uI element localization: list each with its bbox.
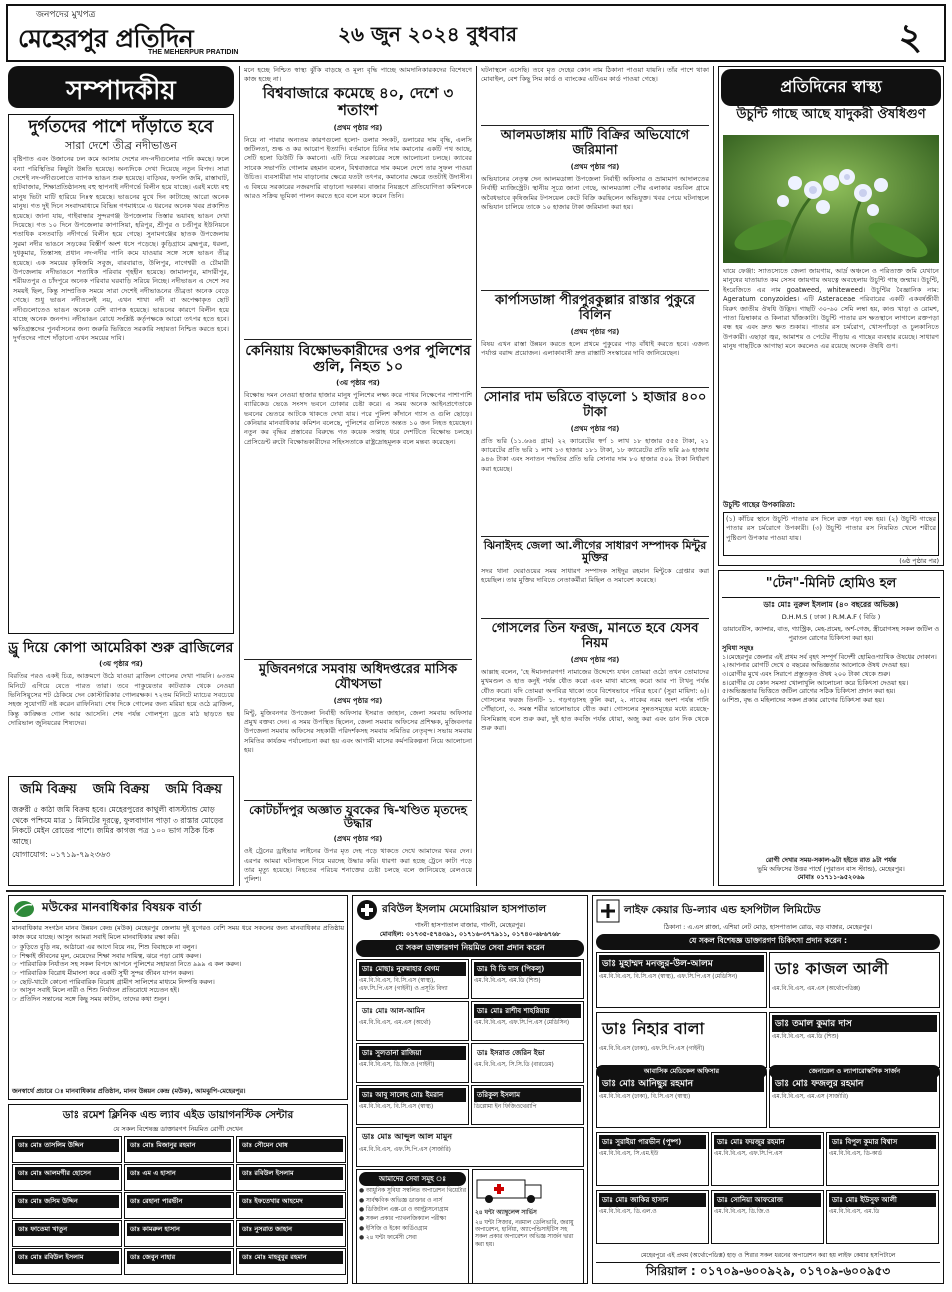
- doctor-name: ডাঃ মোঃ তাসলিম উদ্দিন: [15, 1139, 119, 1152]
- doctor-card[interactable]: [236, 1136, 346, 1163]
- doctor-name: ডাঃ মুহাম্মদ মনজুর-উল-আলম: [599, 955, 764, 972]
- doctor-degree: এম.বি.বি.এস, বি.সি.এস (স্বাস্থ্য): [359, 1104, 434, 1111]
- resident-officer-label: আবাসিক মেডিকেল অফিসার: [596, 1065, 767, 1078]
- land-sale-contact: যোগাযোগ: ০১৭১৯-৭৯২৩৬৩: [12, 850, 111, 859]
- doctor-card[interactable]: [596, 1012, 767, 1068]
- doctor-card[interactable]: [356, 959, 469, 999]
- life-care-note: মেহেরপুরে এই প্রথম (অর্থোপেডিক্স) হাড় ও শিরার সকল ধরনের অপারেশন করা হয় লাইফ কেয়ার হসপিটালে: [640, 1251, 896, 1259]
- doctor-name: ডাঃ আবু সালেহ মোঃ ইমরান: [359, 1088, 466, 1102]
- news-column-2: [244, 66, 472, 886]
- life-care-logo-icon: [596, 899, 620, 923]
- doctor-name: ডাঃ মোঃ ফয়জুর রহমান: [714, 1135, 821, 1149]
- robiul-ambulance: [472, 1169, 584, 1284]
- robiul-banner: যে সকল ডাক্তারগণ নিয়মিত সেবা প্রদান করেন: [356, 940, 584, 957]
- robiul-services: [356, 1169, 469, 1284]
- health-more[interactable]: (৬ষ্ঠ পৃষ্ঠার পর): [899, 557, 939, 565]
- col3-intro: ঘটনাস্থলে এসেছি। তবে মৃত দেহের কোন নাম ঠিকানা পাওয়া যায়নি। তাঁর পাশে থাকা মোবাইল, বেশ কিছু সিম কার্ড ও ব্যাংকের এটিএম কার্ড পাওয়া গেছে।: [481, 66, 709, 84]
- doctor-degree: এম.বি.বি.এস, এফ.সি.পি.এস (সার্জারি): [359, 1147, 451, 1154]
- doctor-card[interactable]: [471, 1085, 584, 1125]
- divider: [481, 125, 709, 126]
- health-headline[interactable]: উচুন্টি গাছে আছে যাদুকরী ঔষধিগুণ: [736, 107, 926, 122]
- doctor-card[interactable]: [236, 1192, 346, 1219]
- doctor-name: ডাঃ মোঃ মিজানুর রহমান: [127, 1139, 231, 1152]
- ambulance-icon: [475, 1172, 545, 1204]
- column-divider: [713, 66, 714, 886]
- divider: [481, 290, 709, 291]
- land-sale-title-3: জমি বিক্রয়: [165, 782, 222, 797]
- doctor-name: ডাঃ ইফতেখার আহমেদ: [239, 1195, 343, 1208]
- doctor-name: ডাঃ মোঃ জসিম উদ্দিন: [15, 1195, 119, 1208]
- homeo-ad[interactable]: [718, 570, 944, 886]
- doctor-degree: এম.বি.বি.এস, বি.সি.এস (স্বাস্থ্য), এফ.সি.পি.এস (গাইনী) ও প্রসূতি বিদ্যা: [359, 978, 448, 992]
- doctor-degree: এম.বি.বি.এস, ডি.এল.ও: [599, 1208, 657, 1215]
- doctor-card[interactable]: [124, 1248, 234, 1275]
- kapasdanga-ref: (প্রথম পৃষ্ঠার পর): [570, 327, 620, 336]
- kotchandpur-ref: (প্রথম পৃষ্ঠার পর): [333, 835, 383, 844]
- doctor-card[interactable]: [596, 1132, 709, 1186]
- column-divider: [239, 66, 240, 886]
- mujibnagar-ref: (প্রথম পৃষ্ঠার পর): [333, 696, 383, 705]
- copa-ref: (৩য় পৃষ্ঠার পর): [99, 660, 143, 669]
- divider: [481, 536, 709, 537]
- doctor-name: ডাঃ বিপুল কুমার বিশ্বাস: [829, 1135, 936, 1149]
- life-care-banner: যে সকল বিশেষজ্ঞ ডাক্তারগণ চিকিৎসা প্রদান করেন :: [596, 934, 940, 950]
- column-divider: [476, 66, 477, 886]
- mujibnagar-body: মিন্টু, মুজিবনগর উপজেলা নির্বাহী অফিসার ইসরাত জাহান, জেলা সমবায় অফিসার প্রমুখ বক্তব্য দেন। এ সময় উপস্থিত ছিলেন, জেলা সমবায় অফিসের প্রশিক্ষক, মুজিবনগর উপজেলা সমবায় অফিসের সহকারী পরিদর্শকসহ সমবায় সমিতির নেতৃবৃন্দ। সভায় সমবায় সমিতির কার্যক্রম পর্যালোচনা করা হয় এবং আগামী মাসের কর্মপরিকল্পনা নিয়ে আলোচনা হয়।: [244, 708, 472, 755]
- doctor-card[interactable]: [12, 1164, 122, 1191]
- homeo-degree: D.H.M.S ( ঢাকা ) R.M.A.F ( বিডি ): [781, 613, 881, 621]
- human-rights-item: ☞ প্রতিদিন সন্তানের সঙ্গে কিছু সময় কাটান, তাদের কথা শুনুন।: [12, 994, 169, 1003]
- human-rights-item: ☞ পারিবারিক নির্যাতন সহ সকল বিপদে আপনে পুলিশের সহায়তা নিতে ৯৯৯ এ কল করুন।: [12, 960, 242, 969]
- editorial-article: [8, 114, 234, 634]
- life-care-hospital-ad[interactable]: [592, 895, 944, 1284]
- editorial-section-title: সম্পাদকীয়: [8, 66, 234, 108]
- homeo-desc: ডায়াবেটিস, ক্যান্সার, বাত, গ্যাস্ট্রিক, মেহ-প্রমেহ, অর্শ-গেজ, স্ত্রীরোগসহ সকল জটিল ও পুরাতন রোগের চিকিৎসা করা হয়।: [722, 625, 940, 642]
- homeo-benefits: [722, 653, 940, 705]
- doctor-degree: এম.বি.বি.এস, এম.এস (অর্থো): [359, 1020, 431, 1027]
- doctor-degree: এম.বি.বি.এস, এম.ডি (শিশু): [772, 1033, 839, 1040]
- life-care-serial[interactable]: সিরিয়াল : ০১৭০৯-৬০০৯২৯, ০১৭০৯-৬০০৯৫৩: [596, 1262, 940, 1283]
- human-rights-item: ☞ আসুন সবাই মিলে নারী ও শিশু নির্যাতন প্রতিরোধে সচেতন হই।: [12, 986, 180, 995]
- editorial-subhead: সারা দেশে তীব্র নদীভাঙন: [64, 138, 178, 152]
- doctor-card[interactable]: [769, 1072, 940, 1128]
- divider: [481, 618, 709, 619]
- doctor-name: ডাঃ মোঃ মাহবুবুর রহমান: [239, 1251, 343, 1264]
- doctor-card[interactable]: [471, 1043, 584, 1083]
- doctor-card[interactable]: [12, 1192, 122, 1219]
- doctor-card[interactable]: [12, 1136, 122, 1163]
- human-rights-item: ☞ পারিবারিক বিরোধ মীমাংসা করে একটি সুখী সুন্দর জীবন যাপন করুন।: [12, 968, 194, 977]
- jhenaidah-article: [481, 540, 709, 615]
- doctor-card[interactable]: [356, 1085, 469, 1125]
- doctor-card[interactable]: [236, 1164, 346, 1191]
- doctor-name: ডাঃ নুসরাত জাহান: [239, 1223, 343, 1236]
- land-sale-title-1: জমি বিক্রয়: [20, 782, 77, 797]
- copa-article: [8, 640, 234, 782]
- masthead-tagline: জনপদের মুখপত্র: [36, 10, 96, 20]
- gold-body: প্রতি ভরি (১১.৬৬৪ গ্রাম) ২২ ক্যারেটের স্বর্ণ ১ লাখ ১৮ হাজার ৫৫৫ টাকা, ২১ ক্যারেটের প্রতি ভরি ১ লাখ ১৩ হাজার ১৮১ টাকা, ১৮ ক্যারেটের প্রতি ভরি ৯৬ হাজার ৯৪৬ টাকা এবং সনাতন পদ্ধতির প্রতি ভরি সোনার দাম ৮০ হাজার ৫০৯ টাকা নির্ধারণ করা হয়েছে।: [481, 436, 709, 473]
- copa-headline[interactable]: ড্রু দিয়ে কোপা আমেরিকা শুরু ব্রাজিলের: [8, 640, 234, 656]
- homeo-hours: রোগী দেখার সময়-সকাল-৯টা হইতে রাত ৯টা পর্যন্ত: [765, 856, 897, 865]
- ramesh-title: ডাঃ রমেশ ক্লিনিক এন্ড ল্যাব এইড ডায়াগনস্টিক সেন্টার: [62, 1109, 294, 1121]
- doctor-degree: ডিপ্লোমা ইন ফিজিওথেরাপি: [474, 1104, 537, 1111]
- human-rights-item: ☞ শিক্ষাই জীবনের মূল, মেয়েদের শিক্ষা সবার দায়িত্ব, ঝরে পড়া রোধ করুন।: [12, 951, 202, 960]
- alamdanga-article: [481, 129, 709, 287]
- robiul-phone[interactable]: মোবাইল: ০১৭৩৫-৫৭৪৩৯১, ০১৭১৬-৩৭৭৯১১, ০১৭৪০-৬৮৬৭৬৮: [379, 929, 561, 938]
- land-sale-ad[interactable]: [8, 776, 234, 886]
- divider: [244, 339, 472, 340]
- health-tips-body: (১) কাঁচির স্থানে উচুন্টি পাতার রস দিলে রক্ত পড়া বন্ধ হয়। (২) উচুন্টি গাছের পাতার রস চর্মরোগে উপকারী। (৩) উচুন্টি পাতার রস নিয়মিত খেলে শরীরে পুষ্টিগুণ উপকার পাওয়া যায়।: [726, 515, 936, 542]
- robiul-note: ২৪ ঘন্টা সিজার, নরমাল ডেলিভারি, জরায়ু অপারেশন, হার্নিয়া, অ্যাপেন্ডিসাইটিস সহ সকল প্রকার অপারেশন অভিজ্ঞ সার্জন দ্বারা করা হয়।: [475, 1219, 574, 1248]
- robiul-title: রবিউল ইসলাম মেমোরিয়াল হাসপাতাল: [382, 902, 547, 915]
- robiul-services-title: আমাদের সেবা সমূহ ঃ: [359, 1172, 466, 1186]
- alamdanga-ref: (প্রথম পৃষ্ঠার পর): [570, 162, 620, 171]
- doctor-card[interactable]: [769, 1012, 940, 1068]
- hospital-logo-icon: [356, 899, 378, 921]
- gold-ref: (প্রথম পৃষ্ঠার পর): [570, 424, 620, 433]
- doctor-card[interactable]: [356, 1001, 469, 1041]
- jhenaidah-body: সদর থানা ঘেরাওয়ের সময় সাধারণ সম্পাদক সাইদুর রহমান মিন্টুকে গ্রেপ্তার করা হয়েছিল। তার মুক্তির দাবিতে নেতাকর্মীরা মিছিল ও সমাবেশ করেছে।: [481, 566, 709, 585]
- issue-date: ২৬ জুন ২০২৪ বুধবার: [338, 22, 517, 46]
- doctor-name: তরিকুল ইসলাম: [474, 1088, 581, 1102]
- doctor-card[interactable]: [471, 959, 584, 999]
- homeo-benefit: ১।মেহেরপুর জেলার এই প্রথম সর্ব বৃহৎ সম্পূর্ণ বিদেশী হোমিওপ্যাথিক ঔষধের দোকান।: [722, 652, 937, 661]
- doctor-name: ডাঃ ইসরাত জেরিন ইভা: [477, 1049, 545, 1058]
- doctor-name: ডাঃ জেবুন নাহার: [127, 1251, 231, 1264]
- homeo-benefit: ৩।রোগীর মুখে এবং সিরাপে প্রস্তুতকৃত ঔষধ ২০০ টাকা থেকে শুরু।: [722, 669, 891, 678]
- market-body: নিয়ে না পারার অন্যতম কারণগুলো হলো- ডলার সংকট, ডলারের দাম বৃদ্ধি, এলসি জটিলতা, শুল্ক ও কর আরোপ ইত্যাদি। বর্তমানে চিনির দাম কমানোর একটি পথ আছে, সেটি হলো ডিউটি কি কমানো। এটি নিয়ে সরকারের সঙ্গে আলোচনা চলছে। ক্যাবের সাবেক সভাপতি গোলাম রহমান বলেন, বিশ্ববাজারে দাম কমলে দেশে তার সুফল পাওয়া উচিত। ব্যবসায়ীরা দাম বাড়ানোর ক্ষেত্রে যতটা তৎপর, কমানোর ক্ষেত্রে ততটাই উদাসীন। এ বিষয়ে সরকারের নজরদারি বাড়ানো দরকার। বাজার নিয়ন্ত্রণে প্রতিযোগিতা কমিশনকে আরও সক্রিয় ভূমিকা পালন করতে হবে বলে মনে করেন তিনি।: [244, 135, 472, 200]
- doctor-name: ডাঃ সুরাইয়া পারভীন (পুষ্প): [599, 1135, 706, 1149]
- doctor-name: ডাঃ রবিউল ইসলাম: [239, 1167, 343, 1180]
- kenya-ref: (৩য় পৃষ্ঠার পর): [336, 378, 380, 387]
- doctor-name: ডাঃ মোঃ আলমগীর হোসেন: [15, 1167, 119, 1180]
- service-item: ● আধুনিক সুবিধা সম্বলিত অপারেশন থিয়েটার: [359, 1188, 466, 1195]
- land-sale-body: জরুরী ৫ কাঠা জমি বিক্রয় হবে। মেহেরপুরের কাথুলী বাসস্ট্যান্ড মোড় থেকে পশ্চিমে মাত্র ১ মিনিটের দূরত্বে, ফুলবাগান পাড়া ৩ রাস্তার মোড়ের নিকটে মেইন রোডের পাশে। জমির কাগজ পত্র ১০০ ভাগ সঠিক চিক আছে।: [12, 805, 224, 846]
- leaf-logo-icon: [12, 899, 36, 919]
- homeo-benefit: ২।আপনার রোগটি দেখে ৫ বছরের অভিজ্ঞতার আলোকে ঔষধ দেওয়া হয়।: [722, 661, 910, 670]
- kotchandpur-headline[interactable]: কোটচাঁদপুর অজ্ঞাত যুবকের দ্বি-খণ্ডিত মৃতদেহ উদ্ধার: [249, 802, 467, 831]
- doctor-card[interactable]: [596, 1190, 709, 1244]
- gold-article: [481, 391, 709, 533]
- doctor-name: ডাঃ মোঃ জাকির হাসান: [599, 1193, 706, 1207]
- human-rights-item: ☞ কুড়িতে বুড়ি নয়, আঠারো এর আগে বিয়ে নয়, শিশু বিবাহকে না বলুন।: [12, 943, 197, 952]
- doctor-name: ডাঃ মোঃ আল-আমিন: [362, 1007, 425, 1016]
- doctor-degree: এম.বি.বি.এস (ঢাকা), এফ.সি.পি.এস (গাইনী): [599, 1045, 705, 1052]
- doctor-degree: এম.বি.বি.এস, সি.এম.ইউ: [599, 1150, 659, 1157]
- doctor-degree: এম.বি.বি.এস, এফ.সি.পি.এস (মেডিসিন): [474, 1020, 570, 1027]
- life-care-address: ঠিকানা : এ.এস প্লাজা, এশিয়া নেট মোড়, হাসপাতাল রোড, বড় বাজার, মেহেরপুর।: [663, 923, 873, 931]
- mujibnagar-headline[interactable]: মুজিবনগরে সমবায় অধিদপ্তরের মাসিক যৌথসভা: [258, 661, 458, 692]
- doctor-card[interactable]: [12, 1220, 122, 1247]
- homeo-title: "টেন"-মিনিট হোমিও হল: [722, 574, 940, 598]
- human-rights-ad[interactable]: [8, 895, 348, 1100]
- ramesh-subtitle: যে সকল বিশেষজ্ঞ ডাক্তারগণ নিয়মিত রোগী দেখেন: [113, 1125, 243, 1133]
- doctor-degree: এম.বি.বি.এস, এম.ডি (শিশু): [474, 978, 541, 985]
- homeo-doctor: ডাঃ মোঃ নুরুল ইসলাম (৪০ বছরের অভিজ্ঞ): [763, 600, 899, 609]
- doctor-name: ডাঃ মোঃ আব্দুল আল মামুন: [362, 1132, 453, 1142]
- doctor-card[interactable]: [596, 1072, 767, 1128]
- doctor-card[interactable]: [236, 1248, 346, 1275]
- editorial-body: বৃষ্টিপাত এবং উজানের ঢল কমে আসায় দেশের নদ-নদীগুলোর পানি কমছে। ফলে বন্যা পরিস্থিতির কিছুটা উন্নতি হয়েছে। অন্যদিকে দেখা দিয়েছে নতুন বিপদ। সারা দেশেই নদ-নদীগুলোতে ব্যাপক ভাঙন শুরু হয়েছে। বাড়িঘর, ফসলি জমি, রাস্তাঘাট, হাটবাজার, শিক্ষাপ্রতিষ্ঠানসহ বহু স্থাপনাই নদীগর্ভে বিলীন হয়ে যাচ্ছে। এরই মধ্যে বহু মানুষ ভিটা মাটি হারিয়ে নিঃস্ব হয়েছে। ভাঙনের মুখে দিন কাটাচ্ছে আরো অনেক মানুষ। গত দুই দিনে সংবাদমাধ্যমে বিভিন্ন গণমাধ্যমে এ ধরনের অনেক খবর প্রকাশিত হয়েছে। জানা যায়, গাইবান্ধার সুন্দরগঞ্জ উপজেলায় তিস্তার ভয়াবহ ভাঙন দেখা দিয়েছে। গত ১০ দিনে উপজেলার কাপাসিয়া, হরিপুর, শ্রীপুর ও চণ্ডীপুর ইউনিয়নে শতাধিক বসতবাড়ি নদীগর্ভে বিলীন হয়ে গেছে। সুনামগঞ্জের ছাতক উপজেলায় সুরমা নদীর ভাঙনে সড়কের বিস্তীর্ণ অংশ ধসে পড়েছে। কুড়িগ্রামে ব্রহ্মপুত্র, ধরলা, দুধকুমার, তিস্তাসহ প্রধান নদ-নদীর পানি কমে যাওয়ার সঙ্গে সঙ্গে ভাঙন তীব্র হয়েছে। এক সময়ের কৃষিজমি সবুজ, বারবারাত, উলিপুর, নাগেশ্বরী ও চৌমারী উপজেলায় নদীভাঙনে শতাধিক পরিবার গৃহহীন হয়েছে। জামালপুর, মাদারীপুর, শরীয়তপুর ও চাঁদপুরে অনেক পরিবার ঘরবাড়ি সরিয়ে নিচ্ছে। নদীভাঙন এ দেশে সব সময়ই ছিল, কিন্তু সাম্প্রতিক সময়ে সারা দেশেই নদীভাঙনের তীব্রতা অনেক বেড়ে গেছে। শুধু ভাঙন নদীতলেই নয়, এখন শাখা নদী বা অপেক্ষাকৃত ছোট নদীগুলোতেও ভাঙন অনেক বেশি ব্যাপক হয়েছে। ভাঙনের কারণে বিলীন হয়ে যাচ্ছে অনেক জনপদ। নদীভাঙন রোধে সংশ্লিষ্ট কর্তৃপক্ষকে আরো তৎপর হতে হবে। ক্ষতিগ্রস্তদের পুনর্বাসনের জন্য জরুরি ভিত্তিতে সরকারি সহায়তা নিশ্চিত করতে হবে। দুর্গতদের পাশে দাঁড়ানো এখন সময়ের দাবি।: [13, 155, 230, 342]
- homeo-benefit: ৪।রোগীর যে কোন সমস্যা খোলাখুলি আলোচনা করে চিকিৎসা দেওয়া হয়।: [722, 678, 909, 687]
- doctor-name: ডাঃ তমাল কুমার দাস: [772, 1015, 937, 1032]
- doctor-name: ডাঃ সোনিয়া আফরোজ: [714, 1193, 821, 1207]
- health-body: ঘায়ে ফেঞ্জা: স্যাতস্যেতে জেলা জায়গায়, আর্দ্র অঞ্চলে ও পরিত্যক্ত জমি যেখানে মানুষের যাতায়াত কম সেসব জায়গায় অযত্নে অবহেলায় উচুন্টি গাছ জন্মায়। উচুন্টি, ইংরেজিতে এর নাম goatweed, whiteweed। উচুন্টির বৈজ্ঞানিক নাম: Ageratum conyzoides। এটি Asteraceae পরিবারের একটি একবর্ষজীবী বিরুৎ জাতীয় ঔষধি উদ্ভিদ। গাছটি ৩০-৬০ সেমি লম্বা হয়, কাণ্ড খাড়া ও রোমশ, পাতা ডিম্বাকার ও কিনারা খাঁজকাটা। উচুন্টি পাতার রস ক্ষতস্থানে লাগালে রক্তপড়া বন্ধ হয় এবং দ্রুত ক্ষত শুকায়। পাতার রস চর্মরোগ, খোসপাঁচড়া ও চুলকানিতে উপকারী। এছাড়া জ্বর, আমাশয় ও পেটের পীড়ায় এ গাছের ব্যবহার রয়েছে। সাধারণ মানুষ গাছটিকে আগাছা মনে করলেও এর রয়েছে অনেক ঔষধি গুণ।: [723, 267, 939, 351]
- market-article: [244, 85, 472, 336]
- health-column: [718, 66, 944, 566]
- ramesh-doctor-grid: [12, 1136, 344, 1276]
- doctor-degree: এম.বি.বি.এস, ডি.জি.ও (গাইনী): [359, 1062, 435, 1069]
- kenya-article: [244, 343, 472, 656]
- ramesh-clinic-ad[interactable]: [8, 1104, 348, 1284]
- alamdanga-headline[interactable]: আলমডাঙ্গায় মাটি বিক্রির অভিযোগে জরিমানা: [500, 128, 690, 158]
- kapasdanga-headline[interactable]: কার্পাসডাঙ্গা পীরপুরকুল্লার রাস্তার পুকুরে বিলিন: [495, 292, 695, 323]
- editorial-column: [8, 66, 234, 886]
- doctor-name: ডাঃ নিহার বালা: [602, 1018, 705, 1038]
- ghusl-ref: (প্রথম পৃষ্ঠার পর): [570, 655, 620, 664]
- doctor-card[interactable]: [471, 1001, 584, 1041]
- human-rights-title: মউকের মানবাধিকার বিষয়ক বার্তা: [42, 900, 202, 914]
- service-item: ● ডিজিটাল এক্স-রে ও আল্ট্রাসনোগ্রাম: [359, 1207, 449, 1213]
- ghusl-article: [481, 622, 709, 886]
- service-item: ● সার্বক্ষণিক অভিজ্ঞ ডাক্তার ও নার্স: [359, 1197, 443, 1204]
- kapasdanga-article: [481, 294, 709, 384]
- weed-flower-photo: [723, 135, 939, 263]
- doctor-card[interactable]: [12, 1248, 122, 1275]
- doctor-degree: এম.বি.বি.এস, এম.এস (অর্থোপেডিক্স): [772, 985, 861, 992]
- robiul-hospital-ad[interactable]: [352, 895, 588, 1284]
- doctor-name: ডাঃ রেহানা পারভীন: [127, 1195, 231, 1208]
- ghusl-body: আল্লাহ বলেন, 'হে ঈমানদারগণ! নামাজের উদ্দেশ্যে যখন তোমরা ওঠো তখন তোমাদের মুখমণ্ডল ও হাত কনুই পর্যন্ত ধৌত করো এবং মাথা মাসেহ করো আর পা টাখনু পর্যন্ত ধৌত করো। যদি তোমরা অপবিত্র থাকো তবে বিশেষভাবে পবিত্র হবে।' (সুরা মায়িদা: ৬)। গোসলের ফরজ তিনটি- ১. গড়গড়াসহ কুলি করা, ২. নাকের নরম অংশ পর্যন্ত পানি পৌঁছানো, ৩. সমস্ত শরীর ভালোভাবে ধৌত করা। গোসলের সুন্নতসমূহের মধ্যে রয়েছে- বিসমিল্লাহ বলে শুরু করা, দুই হাত কবজি পর্যন্ত ধোয়া, অজু করা এবং ডান দিক থেকে শুরু করা।: [481, 667, 709, 733]
- jhenaidah-headline[interactable]: ঝিনাইদহ জেলা আ.লীগের সাধারণ সম্পাদক মিন্টুর মুক্তির: [483, 538, 707, 565]
- human-rights-intro: মানবাধিকার সংগঠন মানব উন্নয়ন কেন্দ্র (মউক) মেহেরপুর জেলায় দুই যুগেরও বেশি সময় ধরে সকলের জন্য মানবাধিকার প্রতিষ্ঠায় কাজ করে যাচ্ছে। আসুন আমরা সবাই মিলে মানবাধিকার রক্ষা করি।: [12, 924, 344, 941]
- doctor-name: ডাঃ বি ডি দাস (পিকলু): [474, 962, 581, 976]
- doctor-card[interactable]: [236, 1220, 346, 1247]
- doctor-degree: এম.বি.বি.এস (ঢাকা), বি.সি.এস (স্বাস্থ্য): [599, 1093, 691, 1100]
- newspaper-logo[interactable]: মেহেরপুর প্রতিদিন: [18, 24, 194, 53]
- doctor-card[interactable]: [124, 1192, 234, 1219]
- homeo-phone[interactable]: মোবাঃ ০১৭১১-৯৫২০৬৯: [797, 873, 865, 882]
- alamdanga-body: অভিযানের নেতৃত্ব দেন আলমডাঙ্গা উপজেলা নির্বাহী অফিসার ও ভ্রাম্যমাণ আদালতের নির্বাহী ম্যাজিস্ট্রেট। স্থানীয় সূত্রে জানা গেছে, আলমডাঙ্গা পৌর এলাকার বন্ডবিল গ্রামে অবৈধভাবে কৃষিজমির টপসয়েল কেটে বিক্রি করছিলেন অভিযুক্ত। খবর পেয়ে ঘটনাস্থলে অভিযান চালিয়ে তাকে ১০ হাজার টাকা জরিমানা করা হয়।: [481, 174, 709, 212]
- doctor-card[interactable]: [124, 1220, 234, 1247]
- doctor-card[interactable]: [356, 1127, 584, 1167]
- service-item: ● ২৪ ঘন্টা ফার্মেসী সেবা: [359, 1235, 417, 1242]
- human-rights-list: [12, 943, 344, 1003]
- robiul-address: গাংনী হাসপাতাল বাজার, গাংনী, মেহেরপুর।: [414, 921, 526, 929]
- doctor-name: ডাঃ মোছাঃ নুরুন্নাহার বেগম: [359, 962, 466, 976]
- doctor-degree: এম.বি.বি.এস, বি.সি.এস (স্বাস্থ্য), এফ.সি.পি.এস (মেডিসিন): [599, 973, 738, 980]
- ambulance-label: ২৪ ঘন্টা অ্যাম্বুলেন্স সার্ভিস: [475, 1210, 537, 1217]
- doctor-name: ডাঃ সুলতানা রাজিয়া: [359, 1046, 466, 1060]
- homeo-benefit: ৬।শিশু, বৃদ্ধ ও মহিলাদের সকল প্রকার রোগের চিকিৎসা করা হয়।: [722, 695, 885, 704]
- surgeon-label: জেনারেল ও ল্যাপারোস্কপিক সার্জন: [769, 1065, 940, 1078]
- doctor-degree: এম.বি.বি.এস, এম.ডি: [829, 1208, 880, 1215]
- market-headline[interactable]: বিশ্ববাজারে কমেছে ৪০, দেশে ৩ শতাংশ: [262, 84, 454, 120]
- health-section-title: প্রতিদিনের স্বাস্থ্য: [721, 69, 941, 106]
- doctor-card[interactable]: [356, 1043, 469, 1083]
- copa-body: বিরতির পরও একই চিত্র, আক্রমণে উঠে যাওয়া ব্রাজিল গোলের দেখা পায়নি। ৬৩তম মিনিটে এগিয়ে যেতে পারত তারা। তবে পাকুয়েতার কাটব্যাক থেকে নেওয়া ভিনিসিয়ুসের শট ঠেকিয়ে দেন কোস্টারিকার গোলরক্ষক। ৭২তম মিনিটে ম্যাচের সবচেয়ে সহজ সুযোগটি নষ্ট করেন রাফিনিয়া। শেষ দিকে গোলের জন্য মরিয়া হয়ে ওঠে ব্রাজিল, কিন্তু কাঙ্ক্ষিত গোল আর আসেনি। শেষ পর্যন্ত গোলশূন্য ড্রতে মাঠ ছাড়তে হয় দোরিভাল জুনিয়রের শিষ্যদের।: [8, 672, 234, 728]
- human-rights-item: ☞ ছোট-খাটো কোনো পারিবারিক বিরোধ গ্রামীণ সালিশের মাধ্যমে নিষ্পত্তি করুন।: [12, 977, 215, 986]
- doctor-name: ডাঃ মোঃ রবিউল ইসলাম: [15, 1251, 119, 1264]
- ads-divider: [6, 890, 946, 892]
- land-sale-title-2: জমি বিক্রয়: [92, 782, 150, 797]
- doctor-degree: এম.বি.বি.এস, সি.সি.ডি (বারডেম): [474, 1062, 554, 1069]
- doctor-card[interactable]: [711, 1190, 824, 1244]
- health-tips-title: উচুন্টি গাছের উপকারিতা:: [723, 501, 796, 509]
- kapasdanga-body: বিষয় এখন রাস্তা উন্নয়ন করতে হলে প্রথমে পুকুরের পাড় বাঁধাই করতে হবে। এজন্য পর্যাপ্ত বরাদ্দ প্রয়োজন। এলাকাবাসী দ্রুত রাস্তাটি সংস্কারের দাবি জানিয়েছেন।: [481, 339, 709, 358]
- doctor-degree: এম.বি.বি.এস, ডি-কার্ড: [829, 1150, 882, 1157]
- kenya-body: বিক্ষোভ দমন নেওয়া হাজার হাজার মানুষ পুলিশের লক্ষ্য করে পাথর নিক্ষেপের পাশাপাশি ব্যারিকেড ভেঙে সংসদ ভবনে ঢোকার চেষ্টা করে। এ সময় অনেক আইনপ্রণেতাকে ভবনের ভেতরে আটকে থাকতে দেখা যায়। পরে পুলিশ কাঁদানে গ্যাস ও গুলি ছোড়ে। কেনিয়ার মানবাধিকার কমিশন বলেছে, পুলিশের গুলিতে অন্তত ১০ জন নিহত হয়েছেন। নতুন কর বৃদ্ধির প্রস্তাবের বিরুদ্ধে গত কয়েক সপ্তাহ ধরে দেশটিতে বিক্ষোভ চলছে। প্রেসিডেন্ট রুটো বিক্ষোভকারীদের সহিংসতাকে রাষ্ট্রদ্রোহমূলক বলে মন্তব্য করেছেন।: [244, 390, 472, 446]
- kotchandpur-article: [244, 804, 472, 886]
- service-item: ● ইসিজি ও ইকো কার্ডিওগ্রাম: [359, 1225, 428, 1232]
- life-care-title: লাইফ কেয়ার ডি-ল্যাব এন্ড হসপিটাল লিমিটেড: [624, 903, 821, 916]
- doctor-name: ডাঃ মোঃ আনিছুর রহমান: [599, 1075, 764, 1092]
- news-column-3: [481, 66, 709, 886]
- homeo-benefit: ৫।অভিজ্ঞতার ভিত্তিতে জটিল রোগের সঠিক চিকিৎসা প্রদান করা হয়।: [722, 687, 896, 696]
- homeo-address: ভুমি অফিসের উত্তর পার্শ্বে (পুরাতন বাস স্ট্যান্ড), মেহেরপুর।: [757, 864, 905, 873]
- doctor-name: ডাঃ মোঃ ফজলুর রহমান: [772, 1075, 937, 1092]
- col2-intro: মনে হচ্ছে নিশ্চিত স্বাস্থ্য ঝুঁকি বাড়ছে ও মূল্য বৃদ্ধি পাচ্ছে আমদানিকারকদের বিশেষণে কাজ হচ্ছে না।: [244, 66, 472, 84]
- doctor-name: ডাঃ এম এ হাসান: [127, 1167, 231, 1180]
- doctor-card[interactable]: [596, 952, 767, 1008]
- masthead: [6, 4, 946, 62]
- doctor-degree: এম.বি.বি.এস, এম.এস (সার্জারি): [772, 1093, 849, 1100]
- doctor-card[interactable]: [711, 1132, 824, 1186]
- doctor-name: ডাঃ মোঃ ইউসুফ আলী: [829, 1193, 936, 1207]
- gold-headline[interactable]: সোনার দাম ভরিতে বাড়লো ১ হাজার ৪০০ টাকা: [483, 389, 707, 420]
- mujibnagar-article: [244, 663, 472, 797]
- doctor-card[interactable]: [124, 1164, 234, 1191]
- human-rights-footer: জনস্বার্থে প্রচারে ঃ মানবাধিকার প্রতিষ্ঠান, মানব উন্নয়ন কেন্দ্র (মউক), আমঝুপি-মেহেরপুর।: [12, 1087, 246, 1096]
- robiul-doctor-grid: [356, 959, 584, 1169]
- divider: [481, 387, 709, 388]
- doctor-degree: এম.বি.বি.এস, এফ.সি.পি.এস: [714, 1150, 783, 1157]
- newspaper-logo-english: THE MEHERPUR PRATIDIN: [148, 49, 239, 56]
- doctor-card[interactable]: [769, 952, 940, 1008]
- doctor-card[interactable]: [826, 1190, 939, 1244]
- health-tips: [723, 499, 939, 566]
- doctor-name: ডাঃ ফাতেমা খাতুন: [15, 1223, 119, 1236]
- doctor-card[interactable]: [124, 1136, 234, 1163]
- editorial-headline[interactable]: দুর্গতদের পাশে দাঁড়াতে হবে: [28, 117, 214, 137]
- life-care-doctor-grid: [596, 952, 940, 1252]
- market-ref: (প্রথম পৃষ্ঠার পর): [333, 123, 383, 132]
- doctor-name: ডাঃ কামরুল হাসান: [127, 1223, 231, 1236]
- page-number: ২: [898, 17, 922, 58]
- kotchandpur-body: ওই ট্রেনের ড্রাইভার লাইনের উপর মৃত দেহ পড়ে থাকতে দেখে আমাদের খবর দেন। এরপর আমরা ঘটনাস্থলে গিয়ে মরদেহ উদ্ধার করি। ধারণা করা হচ্ছে ট্রেনে কাটা পড়ে তার মৃত্যু হয়েছে। নিহতের পরিচয় শনাক্তের চেষ্টা চলছে বলে জানিয়েছে রেলওয়ে পুলিশ।: [244, 847, 472, 884]
- doctor-degree: এম.বি.বি.এস, ডি.জি.ও: [714, 1208, 770, 1215]
- kenya-headline[interactable]: কেনিয়ায় বিক্ষোভকারীদের ওপর পুলিশের গুলি, নিহত ১০: [245, 342, 471, 375]
- doctor-name: ডাঃ কাজল আলী: [775, 958, 889, 978]
- homeo-list-title: সুবিধা সমূহঃ: [722, 644, 754, 653]
- service-item: ● সকল প্রকার প্যাথলজিক্যাল পরীক্ষা: [359, 1216, 447, 1223]
- divider: [244, 800, 472, 801]
- doctor-name: ডাঃ মোঃ রাশীব শাহরিয়ার: [474, 1004, 581, 1018]
- doctor-name: ডাঃ সৌমেন ঘোষ: [239, 1139, 343, 1152]
- doctor-card[interactable]: [826, 1132, 939, 1186]
- ghusl-headline[interactable]: গোসলের তিন ফরজ, মানতে হবে যেসব নিয়ম: [491, 620, 699, 651]
- divider: [244, 659, 472, 660]
